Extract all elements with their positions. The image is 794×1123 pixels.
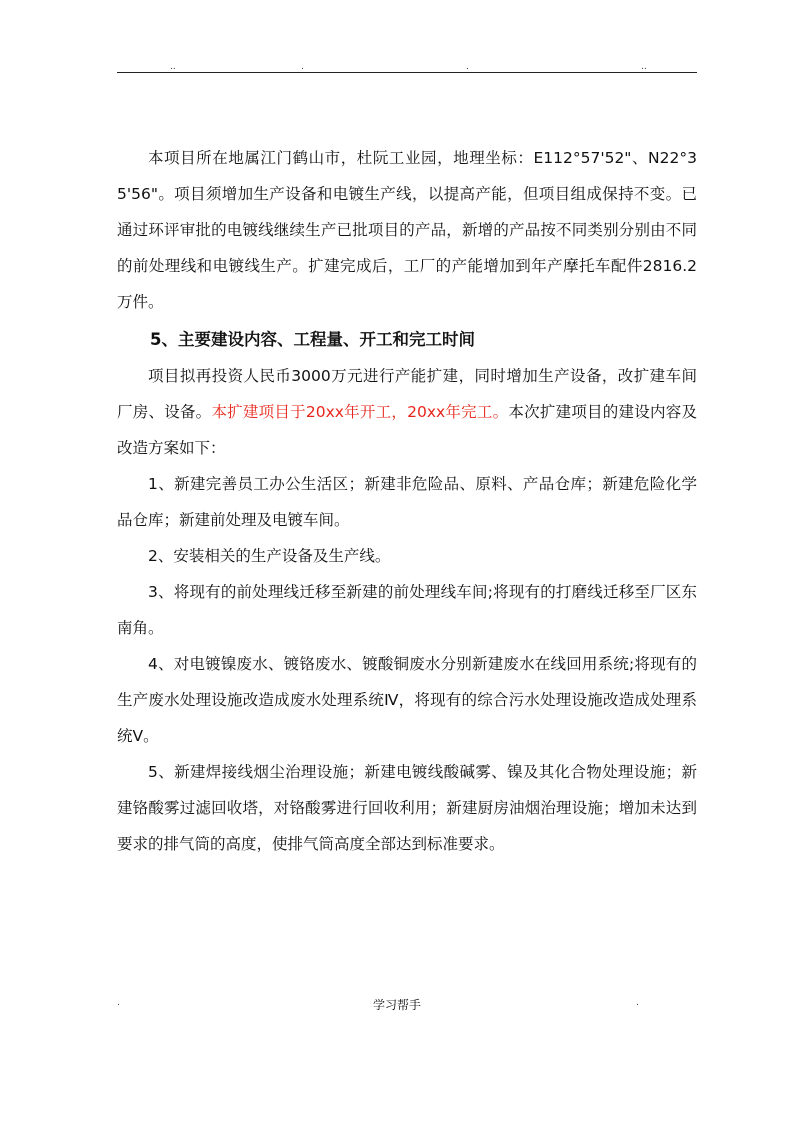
footer-dot: . <box>117 998 120 1008</box>
list-item: 4、对电镀镍废水、镀铬废水、镀酸铜废水分别新建废水在线回用系统;将现有的生产废水处理设施改造成废水处理系统Ⅳ，将现有的综合污水处理设施改造成处理系统Ⅴ。 <box>117 655 697 745</box>
header-dot: .. <box>641 62 647 72</box>
header-rule <box>117 72 697 73</box>
document-body <box>117 140 697 862</box>
page-footer <box>0 996 794 1016</box>
footer-dot: . <box>636 998 639 1008</box>
location-paragraph: 本项目所在地属江门鹤山市，杜阮工业园，地理坐标：E112°57'52"、N22°35'56"。项目须增加生产设备和电镀生产线，以提高产能，但项目组成保持不变。已通过环评审批的电镀线继续生产已批项目的产品，新增的产品按不同类别分别由不同的前处理线和电镀线生产。扩建完成后，工厂的产能增加到年产摩托车配件2816.2万件。 <box>117 149 697 311</box>
schedule-highlight: 本扩建项目于20xx年开工，20xx年完工。 <box>211 403 509 421</box>
header-dot: . <box>466 62 469 72</box>
investment-paragraph <box>117 358 697 466</box>
footer-label: 学习帮手 <box>372 998 421 1012</box>
header-dot: . <box>301 62 304 72</box>
header-dot: .. <box>170 62 176 72</box>
section-heading: 5、主要建设内容、工程量、开工和完工时间 <box>150 330 475 349</box>
list-item: 3、将现有的前处理线迁移至新建的前处理线车间;将现有的打磨线迁移至厂区东南角。 <box>117 583 697 637</box>
investment-text: 项目拟再投资人民币3000万元进行产能扩建，同时增加生产设备，改扩建车间厂房、设备。 <box>117 367 697 421</box>
list-item: 1、新建完善员工办公生活区；新建非危险品、原料、产品仓库；新建危险化学品仓库；新建前处理及电镀车间。 <box>117 475 697 529</box>
scope-intro-text: 本次扩建项目的建设内容及改造方案如下： <box>117 403 697 457</box>
list-item: 2、安装相关的生产设备及生产线。 <box>148 547 391 565</box>
list-item: 5、新建焊接线烟尘治理设施；新建电镀线酸碱雾、镍及其化合物处理设施；新建铬酸雾过滤回收塔，对铬酸雾进行回收利用；新建厨房油烟治理设施；增加未达到要求的排气筒的高度，使排气筒高度全部达到标准要求。 <box>117 763 697 853</box>
